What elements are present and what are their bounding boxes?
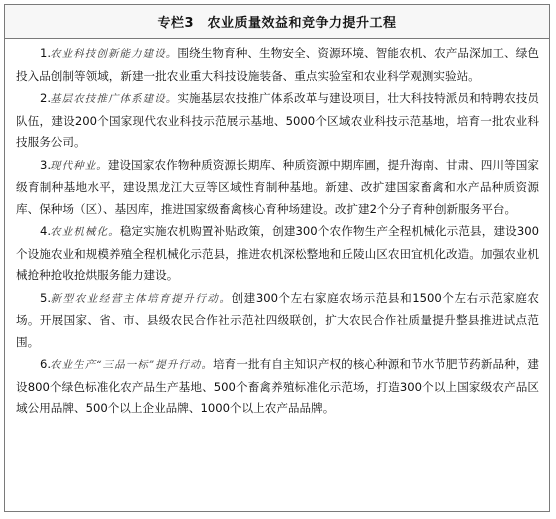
item-lead: 农业生产“三品一标”提升行动。 xyxy=(50,359,214,371)
item-text: 实施基层农技推广体系改革与建设项目，壮大科技特派员和特聘农技员队伍，建设200个国家现代农业科技示范展示基地、5000个区域农业科技示范基地，培育一批农业科技服务公司。 xyxy=(16,91,539,149)
box-title: 专栏3 农业质量效益和竞争力提升工程 xyxy=(157,16,397,31)
item-text: 建设国家农作物种质资源长期库、种质资源中期库圃，提升海南、甘肃、四川等国家级育制种基地水平，建设黑龙江大豆等区域性育制种基地。新建、改扩建国家畜禽和水产品种质资源库、保种场（区）、基因库，推进国家级畜禽核心育种场建设。改扩建2个分子育种创新服务平台。 xyxy=(16,157,539,216)
list-item xyxy=(16,354,539,420)
item-number: 1. xyxy=(40,46,52,60)
box-content xyxy=(5,39,549,420)
list-item xyxy=(16,43,539,87)
item-text: 创建300个左右家庭农场示范县和1500个左右示范家庭农场。开展国家、省、市、县级农民合作社示范社四级联创，扩大农民合作社质量提升整县推进试点范围。 xyxy=(16,290,540,349)
title-bar xyxy=(5,5,549,39)
item-lead: 基层农技推广体系建设。 xyxy=(50,93,178,105)
list-item xyxy=(16,155,539,221)
feature-box xyxy=(4,4,550,512)
list-item xyxy=(16,88,539,154)
item-lead: 农业科技创新能力建设。 xyxy=(50,48,178,60)
item-lead: 现代种业。 xyxy=(50,159,108,172)
item-number: 2. xyxy=(40,91,52,105)
item-text: 稳定实施农机购置补贴政策，创建300个农作物生产全程机械化示范县，建设300个设施农业和规模养殖全程机械化示范县，推进农机深松整地和丘陵山区农田宜机化改造。加强农业机械抢种抢收抢烘服务能力建设。 xyxy=(16,224,540,282)
item-number: 4. xyxy=(40,224,52,238)
list-item xyxy=(16,288,539,354)
item-text: 围绕生物育种、生物安全、资源环境、智能农机、农产品深加工、绿色投入品创制等领域，新建一批农业重大科技设施装备、重点实验室和农业科学观测实验站。 xyxy=(16,46,539,83)
item-number: 5. xyxy=(40,290,52,305)
list-item xyxy=(16,221,539,287)
item-number: 6. xyxy=(40,357,52,371)
item-lead: 农业机械化。 xyxy=(50,226,120,238)
item-lead: 新型农业经营主体培育提升行动。 xyxy=(50,292,232,305)
item-text: 培育一批有自主知识产权的核心种源和节水节肥节药新品种，建设800个绿色标准化农产品生产基地、500个畜禽养殖标准化示范场，打造300个以上国家级农产品区域公用品牌、500个以上企业品牌、1000个以上农产品品牌。 xyxy=(16,357,539,415)
item-number: 3. xyxy=(40,157,52,172)
